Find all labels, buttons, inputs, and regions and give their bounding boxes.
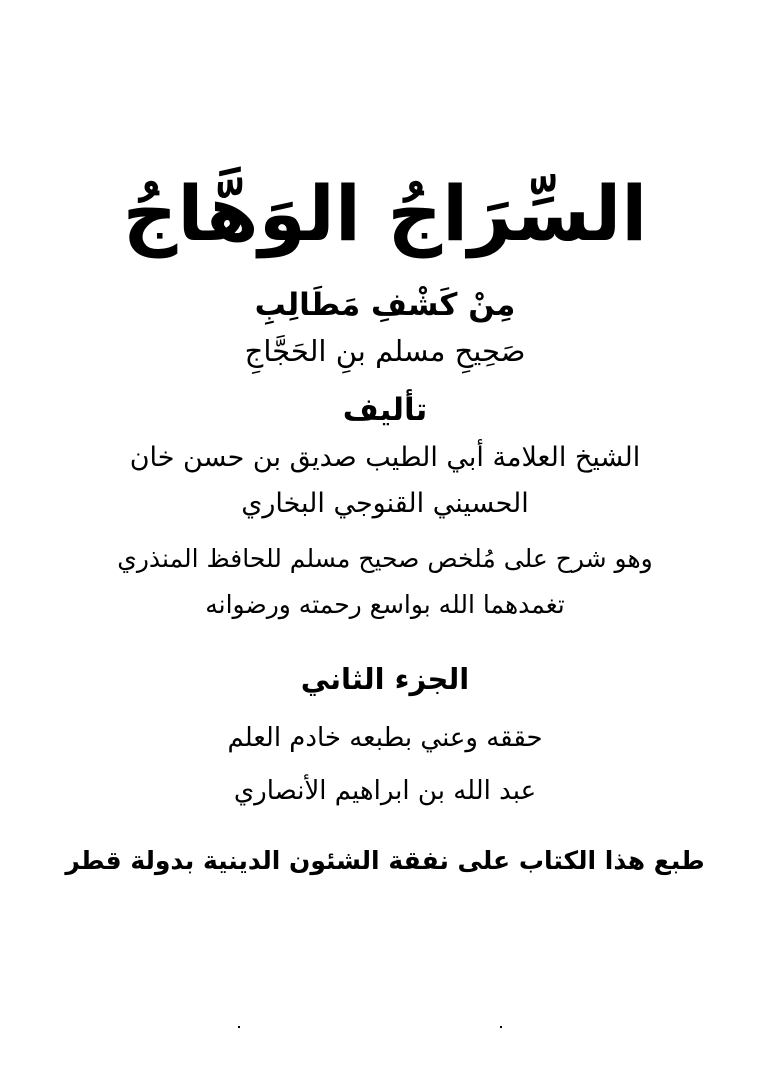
book-subtitle: مِنْ كَشْفِ مَطَالِبِ <box>254 287 516 323</box>
printing-note: طبع هذا الكتاب على نفقة الشئون الدينية بدولة قطر <box>65 846 705 875</box>
authorship-label: تأليف <box>342 392 428 428</box>
scan-speck <box>238 1026 240 1028</box>
description-line2: تغمدهما الله بواسع رحمته ورضوانه <box>205 590 565 619</box>
author-name-line1: الشيخ العلامة أبي الطيب صديق بن حسن خان <box>129 442 641 473</box>
book-title: السِّرَاجُ الوَهَّاجُ <box>122 169 648 258</box>
description-line1: وهو شرح على مُلخص صحيح مسلم للحافظ المنذري <box>117 544 653 573</box>
scan-speck <box>500 1026 502 1028</box>
editor-line2: عبد الله بن ابراهيم الأنصاري <box>233 776 537 806</box>
author-name-line2: الحسيني القنوجي البخاري <box>241 488 529 519</box>
volume-label: الجزء الثاني <box>300 662 470 696</box>
editor-line1: حققه وعني بطبعه خادم العلم <box>227 723 543 753</box>
book-subtitle-continued: صَحِيحِ مسلم بنِ الحَجَّاجِ <box>244 334 526 368</box>
